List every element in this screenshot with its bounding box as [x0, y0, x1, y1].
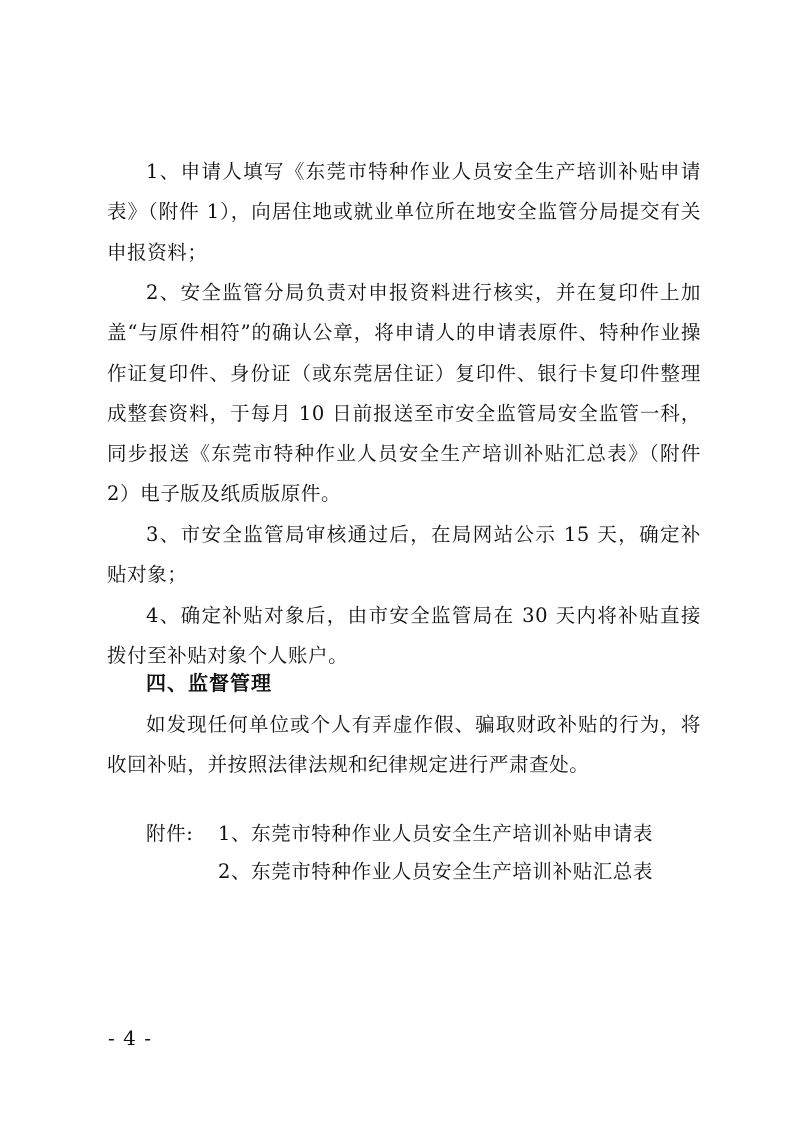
paragraph-step-2: 2、安全监管分局负责对申报资料进行核实，并在复印件上加盖“与原件相符”的确认公章，将申请人的申请表原件、特种作业操作证复印件、身份证（或东莞居住证）复印件、银行卡复印件整理成整套资料，于每月 10 日前报送至市安全监管局安全监管一科，同步报送《东莞市特种作业人员安全生产培训补贴汇总表》（附件 2）电子版及纸质版原件。 — [107, 281, 701, 506]
attachment-item-2: 2、东莞市特种作业人员安全生产培训补贴汇总表 — [218, 860, 654, 883]
paragraph-step-4: 4、确定补贴对象后，由市安全监管局在 30 天内将补贴直接拨付至补贴对象个人账户。 — [107, 604, 701, 668]
attachments-block — [146, 815, 653, 891]
section-heading-supervision: 四、监督管理 — [146, 671, 272, 695]
paragraph-step-1: 1、申请人填写《东莞市特种作业人员安全生产培训补贴申请表》（附件 1），向居住地或就业单位所在地安全监管分局提交有关申报资料； — [107, 160, 701, 264]
paragraph-supervision: 如发现任何单位或个人有弄虚作假、骗取财政补贴的行为，将收回补贴，并按照法律法规和纪律规定进行严肃查处。 — [107, 713, 701, 777]
attachment-row-1 — [146, 815, 653, 853]
attachments-label: 附件: — [146, 822, 194, 845]
page-number: - 4 - — [108, 1026, 152, 1050]
attachment-item-1: 1、东莞市特种作业人员安全生产培训补贴申请表 — [218, 822, 654, 845]
paragraph-step-3: 3、市安全监管局审核通过后，在局网站公示 15 天，确定补贴对象； — [107, 523, 701, 587]
attachment-row-2 — [146, 853, 653, 891]
